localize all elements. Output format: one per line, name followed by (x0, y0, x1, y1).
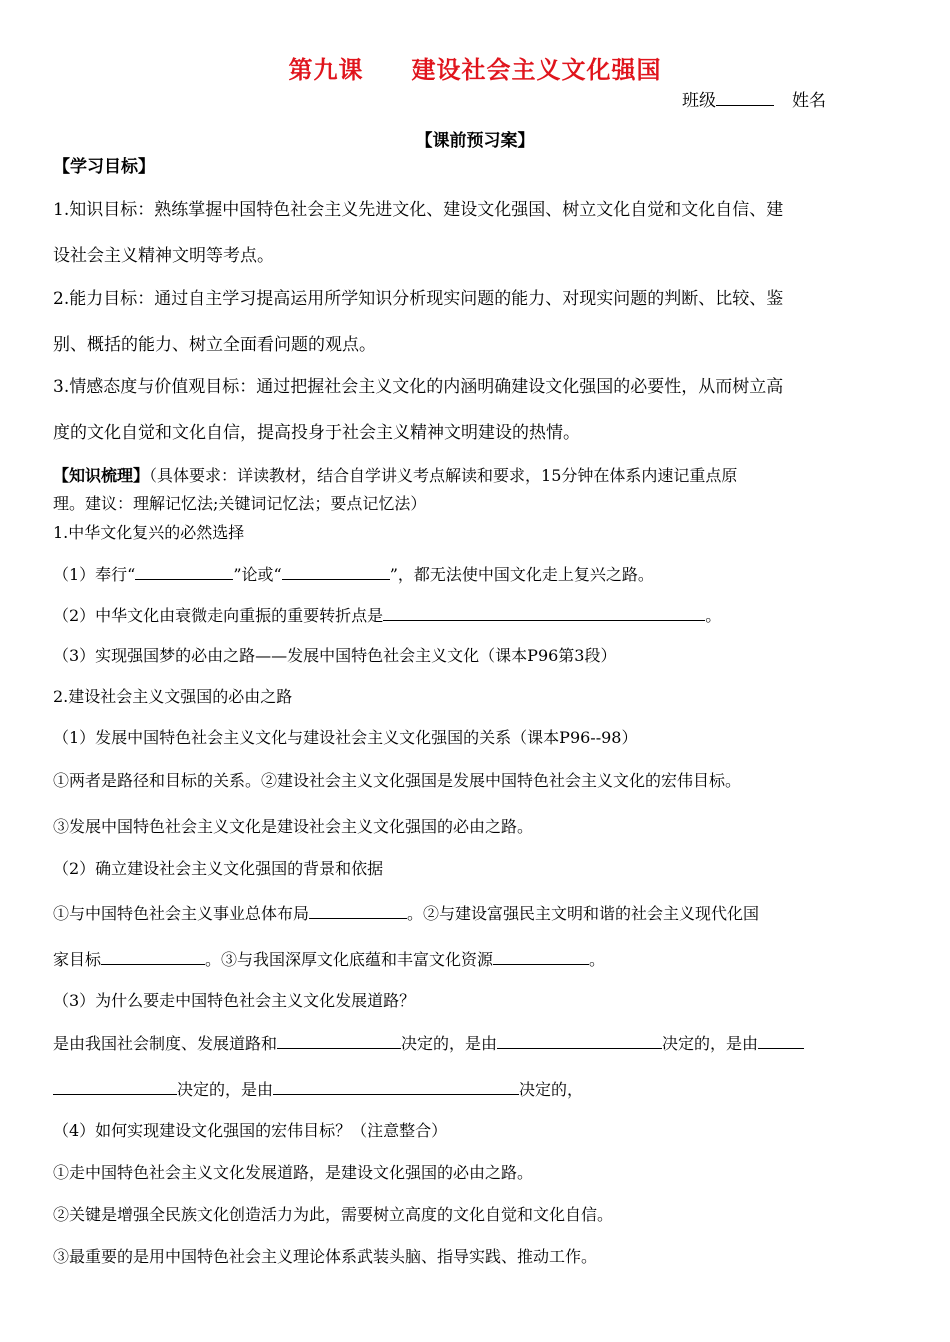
knowledge-intro-line-a (53, 465, 737, 487)
fill-blank[interactable] (135, 563, 233, 580)
objective-3-line-b: 度的文化自觉和文化自信，提高投身于社会主义精神文明建设的热情。 (53, 423, 580, 443)
class-name-line (682, 86, 826, 111)
page-title (0, 50, 950, 85)
fill-blank[interactable] (101, 948, 205, 965)
lesson-title: 建设社会主义文化强国 (411, 55, 662, 84)
text-segment: ”论或“ (233, 565, 282, 584)
section-2-item-1-line-a: ①两者是路径和目标的关系。②建设社会主义文化强国是发展中国特色社会主义文化的宏伟目标。 (53, 771, 742, 790)
fill-blank[interactable] (53, 1078, 177, 1095)
section-2-item-3: （3）为什么要走中国特色社会主义文化发展道路？ (53, 991, 416, 1010)
section-1-title: 1.中华文化复兴的必然选择 (53, 523, 245, 542)
text-segment: （2）中华文化由衰微走向重振的重要转折点是 (53, 606, 384, 625)
section-2-item-3-line-a (53, 1032, 804, 1055)
section-2-item-4: （4）如何实现建设文化强国的宏伟目标？（注意整合） (53, 1121, 448, 1140)
text-segment: ①与中国特色社会主义事业总体布局 (53, 904, 310, 923)
text-segment: 决定的，是由 (662, 1034, 759, 1053)
objective-2-line-a: 2.能力目标：通过自主学习提高运用所学知识分析现实问题的能力、对现实问题的判断、比较、鉴 (53, 289, 784, 309)
fill-blank[interactable] (497, 1032, 662, 1049)
text-segment: 。 (705, 606, 722, 625)
fill-blank[interactable] (758, 1032, 804, 1049)
name-label: 姓名 (792, 91, 826, 111)
text-segment: 。②与建设富强民主文明和谐的社会主义现代化国 (407, 904, 760, 923)
class-label: 班级 (682, 91, 716, 111)
section-1-item-2 (53, 604, 721, 627)
text-segment: 家目标 (53, 950, 102, 969)
text-segment: ”，都无法使中国文化走上复兴之路。 (389, 565, 654, 584)
section-2-title: 2.建设社会主义文强国的必由之路 (53, 687, 293, 706)
objective-1-line-a: 1.知识目标：熟练掌握中国特色社会主义先进文化、建设文化强国、树立文化自觉和文化自信、建 (53, 200, 784, 220)
text-segment: 决定的， (519, 1080, 584, 1099)
text-segment: 决定的，是由 (177, 1080, 274, 1099)
fill-blank[interactable] (282, 563, 390, 580)
section-2-item-4-point-3: ③最重要的是用中国特色社会主义理论体系武装头脑、指导实践、推动工作。 (53, 1247, 598, 1266)
section-2-item-3-line-b (53, 1078, 583, 1101)
fill-blank[interactable] (383, 604, 705, 621)
lesson-number: 第九课 (288, 55, 364, 84)
section-2-item-4-point-2: ②关键是增强全民族文化创造活力为此，需要树立高度的文化自觉和文化自信。 (53, 1205, 614, 1224)
text-segment: 。 (589, 950, 606, 969)
section-2-item-2-line-a (53, 902, 759, 925)
fill-blank[interactable] (309, 902, 407, 919)
fill-blank[interactable] (493, 948, 589, 965)
knowledge-requirement-b: 理。建议：理解记忆法;关键词记忆法；要点记忆法） (53, 494, 427, 513)
section-2-item-2-line-b (53, 948, 605, 971)
objectives-heading: 【学习目标】 (53, 157, 155, 177)
fill-blank[interactable] (273, 1078, 519, 1095)
text-segment: （1）奉行“ (53, 565, 136, 584)
objective-1-line-b: 设社会主义精神文明等考点。 (53, 246, 274, 266)
section-1-item-3: （3）实现强国梦的必由之路——发展中国特色社会主义文化（课本P96第3段） (53, 646, 617, 665)
objective-3-line-a: 3.情感态度与价值观目标：通过把握社会主义文化的内涵明确建设文化强国的必要性，从而树立高 (53, 377, 784, 397)
text-segment: 是由我国社会制度、发展道路和 (53, 1034, 278, 1053)
class-blank[interactable] (716, 105, 774, 106)
fill-blank[interactable] (277, 1032, 401, 1049)
preview-section-heading: 【课前预习案】 (415, 131, 535, 151)
objective-2-line-b: 别、概括的能力、树立全面看问题的观点。 (53, 335, 376, 355)
section-2-item-1: （1）发展中国特色社会主义文化与建设社会主义文化强国的关系（课本P96--98） (53, 728, 638, 747)
section-2-item-2: （2）确立建设社会主义文化强国的背景和依据 (53, 859, 384, 878)
knowledge-heading: 【知识梳理】 (53, 466, 150, 485)
section-1-item-1 (53, 563, 654, 586)
text-segment: 决定的，是由 (401, 1034, 498, 1053)
section-2-item-4-point-1: ①走中国特色社会主义文化发展道路，是建设文化强国的必由之路。 (53, 1163, 534, 1182)
knowledge-requirement-a: （具体要求：详读教材，结合自学讲义考点解读和要求，15分钟在体系内速记重点原 (149, 466, 738, 485)
text-segment: 。③与我国深厚文化底蕴和丰富文化资源 (205, 950, 494, 969)
section-2-item-1-line-b: ③发展中国特色社会主义文化是建设社会主义文化强国的必由之路。 (53, 817, 534, 836)
